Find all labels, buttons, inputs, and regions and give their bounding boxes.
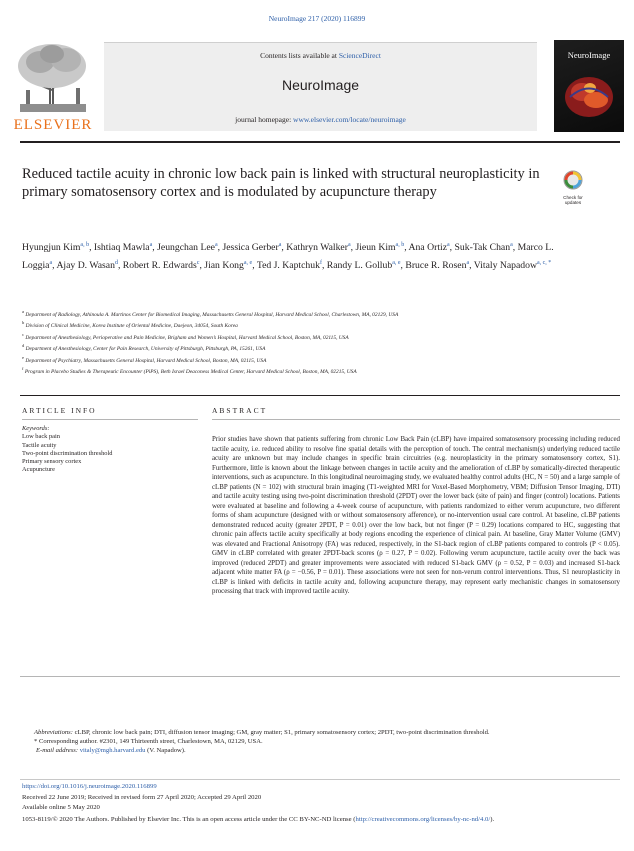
author-name: Ted J. Kaptchuk xyxy=(256,260,320,272)
author[interactable] xyxy=(257,260,327,271)
author-separator: , xyxy=(404,242,409,254)
author-separator: , xyxy=(52,260,57,272)
license-close: ). xyxy=(490,815,495,823)
author-affiliation-mark[interactable]: a, b xyxy=(80,242,90,248)
keywords-label: Keywords: xyxy=(22,425,50,432)
abstract-text: Prior studies have shown that patients suffering from chronic Low Back Pain (cLBP) have impaired somatosensory processing including reduced tactile acuity, i.e. reduced ability to resolve fine spatial details with the perception of touch. The central mechanism(s) underlying reduced tactile acuity are unknown but may include changes in specific brain circuitries (e.g. neuroplasticity in the primary somatosensory cortex, S1). Furthermore, little is known about the linkage between changes in tactile acuity and the amelioration of cLBP by somatically-directed therapeutic interventions, such as acupuncture. In this longitudinal neuroimaging study, we evaluated healthy control adults (HC, N = 50) and a large sample of cLBP patients (N = 102) with structural brain imaging (T1-weighted MRI for Voxel-Based Morphometry, VBM; Diffusion Tensor Imaging, DTI) and tactile acuity testing using two-point discrimination threshold (2PDT) over the lower back (site of pain) and finger (control) locations. Patients were evaluated at baseline and following a 4-week course of acupuncture, with patients randomized to either verum acupuncture, two different forms of sham acupuncture (designed with or without somatosensory afference), or no-intervention usual care control. At baseline, cLBP patients demonstrated reduced acuity (greater 2PDT, P = 0.01) over the low back, but not finger (P = 0.29) locations compared to HC, suggesting that chronic pain affects tactile acuity specifically at body regions encoding the experience of clinical pain. At baseline, Gray Matter Volume (GMV) was elevated and Fractional Anisotropy (FA) was reduced, respectively, in the S1-back region of cLBP patients compared to controls (P < 0.05). GMV in cLBP correlated with greater 2PDT-back scores (ρ = 0.27, P = 0.02). Following verum acupuncture, tactile acuity over the back was improved (reduced 2PDT) and greater improvements were associated with reduced S1-back GMV (ρ = 0.52, P = 0.03) and increased S1-back adjacent white matter FA (ρ = −0.56, P = 0.01). These associations were not seen for non-verum control interventions. Thus, S1 neuroplasticity in cLBP is linked with deficits in tactile acuity and, following acupuncture therapy, may represent early mechanistic changes in somatosensory processing that track with improved tactile acuity. xyxy=(212,436,620,595)
keyword-list xyxy=(22,433,198,474)
author[interactable] xyxy=(286,242,355,253)
publication-info xyxy=(22,782,620,824)
author-separator: , xyxy=(152,242,158,254)
affiliation-text: Department of Anesthesiology, Center for Pain Research, University of Pittsburgh, Pittsburgh, PA, 15261, USA xyxy=(25,345,266,352)
journal-reference[interactable]: NeuroImage 217 (2020) 116899 xyxy=(268,14,366,23)
keyword-item: Tactile acuity xyxy=(22,441,57,449)
license-text: 1053-8119/© 2020 The Authors. Published by Elsevier Inc. This is an open access article under the CC BY-NC-ND license ( xyxy=(22,815,356,823)
corresponding-text: Corresponding author. #2301, 149 Thirteenth street, Charlestown, MA, 02129, USA. xyxy=(38,737,263,745)
journal-name: NeuroImage xyxy=(281,77,360,93)
author-name: Bruce R. Rosen xyxy=(405,260,467,272)
contents-line xyxy=(104,51,537,60)
affiliation-list xyxy=(22,308,622,376)
author-affiliation-mark[interactable]: a xyxy=(278,242,282,248)
author-affiliation-mark[interactable]: a xyxy=(447,242,450,248)
author[interactable] xyxy=(327,260,406,271)
elsevier-tree-icon xyxy=(10,40,96,114)
brain-image-icon xyxy=(562,70,616,124)
author-name: Marco L. Loggia xyxy=(22,242,554,272)
abbreviations-footnote xyxy=(22,729,620,738)
author-name: Vitaly Napadow xyxy=(473,260,537,272)
article-info-heading: ARTICLE INFO xyxy=(22,406,97,415)
affiliation-item xyxy=(22,354,622,365)
affiliation-key: d xyxy=(22,343,25,349)
check-label-line2: updates xyxy=(564,200,582,205)
author-separator: , xyxy=(117,260,123,272)
article-info-divider xyxy=(20,395,620,396)
affiliation-key: e xyxy=(22,354,24,360)
author-affiliation-mark[interactable]: a xyxy=(466,259,470,266)
journal-cover[interactable] xyxy=(554,40,624,132)
author[interactable] xyxy=(355,242,408,253)
doi-link[interactable]: https://doi.org/10.1016/j.neuroimage.2020.116899 xyxy=(22,783,157,790)
author-separator: , xyxy=(321,260,327,272)
author-separator: , xyxy=(252,260,257,272)
author-affiliation-mark[interactable]: d xyxy=(114,259,118,266)
author-separator: , xyxy=(400,260,406,272)
affiliation-item xyxy=(22,308,622,319)
affiliation-text: Department of Radiology, Athinoula A. Martinos Center for Biomedical Imaging, Massachusetts General Hospital, Harvard Medical School, Charlestown, MA, 02129, USA xyxy=(25,311,399,318)
homepage-prefix: journal homepage: xyxy=(235,115,292,124)
author-separator: , xyxy=(217,242,223,254)
contents-prefix: Contents lists available at xyxy=(260,51,337,60)
affiliation-item xyxy=(22,365,622,376)
author[interactable] xyxy=(455,242,518,253)
affiliation-item xyxy=(22,319,622,330)
email-label: E-mail address: xyxy=(36,746,79,754)
author-affiliation-mark[interactable]: c xyxy=(196,259,200,266)
affiliation-text: Department of Anesthesiology, Perioperative and Pain Medicine, Brigham and Women’s Hospital, Harvard Medical School, Boston, MA, 02115, USA xyxy=(25,334,349,341)
author-name: Suk-Tak Chan xyxy=(454,242,511,254)
email-name: (V. Napadow). xyxy=(147,746,186,754)
author-name: Kathryn Walker xyxy=(286,242,348,254)
author[interactable] xyxy=(474,260,552,271)
author-name: Jieun Kim xyxy=(355,242,396,254)
author[interactable] xyxy=(94,242,157,253)
author-name: Ishtiaq Mawla xyxy=(93,242,150,254)
author[interactable] xyxy=(409,242,455,253)
license-link[interactable]: http://creativecommons.org/licenses/by-nc-nd/4.0/ xyxy=(355,815,491,823)
article-title: Reduced tactile acuity in chronic low back pain is linked with structural neuroplasticity in primary somatosensory cortex and is modulated by acupuncture therapy xyxy=(22,166,540,200)
author[interactable] xyxy=(222,242,286,253)
affiliation-key: b xyxy=(22,320,25,326)
author-separator: , xyxy=(512,242,518,254)
author[interactable] xyxy=(56,260,122,271)
author-affiliation-mark[interactable]: a, e xyxy=(392,259,401,266)
author[interactable] xyxy=(123,260,205,271)
abbreviations-text: cLBP, chronic low back pain; DTI, diffusion tensor imaging; GM, gray matter; S1, primary somatosensory cortex; 2PDT, two-point discrimination threshold. xyxy=(74,729,490,736)
author[interactable] xyxy=(204,260,257,271)
affiliation-key: c xyxy=(22,331,24,337)
author-affiliation-mark[interactable]: a, c, * xyxy=(536,259,552,266)
journal-homepage-link[interactable]: www.elsevier.com/locate/neuroimage xyxy=(293,115,406,124)
affiliation-item xyxy=(22,342,622,353)
article-info-rule xyxy=(22,419,198,420)
author-separator: , xyxy=(89,242,94,254)
abstract-rule xyxy=(212,419,620,420)
keyword-item: Primary sensory cortex xyxy=(22,458,82,466)
affiliation-key: a xyxy=(22,309,24,314)
author-affiliation-mark[interactable]: a, e xyxy=(243,259,253,266)
author-affiliation-mark[interactable]: a xyxy=(49,259,53,266)
elsevier-wordmark: ELSEVIER xyxy=(13,117,93,133)
author-name: Ajay D. Wasan xyxy=(56,260,115,272)
author-name: Robert R. Edwards xyxy=(122,260,197,272)
journal-masthead xyxy=(104,42,537,131)
keyword-item: Low back pain xyxy=(22,433,60,441)
email-footnote xyxy=(22,747,620,756)
check-updates-icon xyxy=(562,170,584,190)
affiliation-text: Division of Clinical Medicine, Korea Institute of Oriental Medicine, Daejeon, 34054, South Korea xyxy=(25,323,238,330)
author-affiliation-mark[interactable]: a xyxy=(214,242,218,248)
elsevier-logo[interactable] xyxy=(8,40,98,136)
author[interactable] xyxy=(157,242,222,253)
sciencedirect-link[interactable]: ScienceDirect xyxy=(338,51,381,60)
corresponding-footnote xyxy=(22,738,620,747)
footnotes xyxy=(22,729,620,756)
affiliation-item xyxy=(22,331,622,342)
author-name: Jeungchan Lee xyxy=(157,242,215,254)
author-affiliation-mark[interactable]: a xyxy=(510,242,513,248)
author[interactable] xyxy=(22,242,94,253)
abstract-bottom-divider xyxy=(20,676,620,677)
check-label-line1: Check for xyxy=(563,195,583,200)
author-affiliation-mark[interactable]: a xyxy=(347,242,351,248)
author-name: Jessica Gerber xyxy=(222,242,279,254)
author-affiliation-mark[interactable]: a, b xyxy=(395,242,405,248)
received-dates: Received 22 June 2019; Received in revised form 27 April 2020; Accepted 29 April 2020 xyxy=(22,793,262,801)
homepage-line xyxy=(104,115,537,124)
author-list xyxy=(22,238,582,274)
keyword-item: Two-point discrimination threshold xyxy=(22,449,113,457)
author-affiliation-mark[interactable]: f xyxy=(319,259,322,266)
keywords-section xyxy=(22,425,198,475)
author-name: Randy L. Gollub xyxy=(326,260,393,272)
check-for-updates-label xyxy=(558,195,588,205)
footnote-divider xyxy=(20,779,620,780)
author-separator: , xyxy=(449,242,455,254)
license-line xyxy=(22,816,620,825)
author-separator: , xyxy=(281,242,287,254)
abbreviations-label: Abbreviations: xyxy=(34,729,73,736)
author-name: Jian Kong xyxy=(204,260,244,272)
author-separator: , xyxy=(350,242,356,254)
affiliation-text: Department of Psychiatry, Massachusetts General Hospital, Harvard Medical School, Boston, MA, 02115, USA xyxy=(25,357,267,364)
check-for-updates-badge[interactable] xyxy=(558,170,588,205)
author-affiliation-mark[interactable]: a xyxy=(149,242,153,248)
keyword-item: Acupuncture xyxy=(22,466,56,474)
author-name: Hyungjun Kim xyxy=(22,242,81,254)
author-separator: , xyxy=(199,260,205,272)
abstract-heading: ABSTRACT xyxy=(212,406,268,415)
affiliation-text: Program in Placebo Studies & Therapeutic Encounter (PiPS), Beth Israel Deaconess Medical Center, Harvard Medical School, Boston, MA, 02215, USA xyxy=(24,368,357,375)
email-link[interactable]: vitaly@mgh.harvard.edu xyxy=(79,746,146,754)
available-online-date: Available online 5 May 2020 xyxy=(22,804,100,812)
author-separator: , xyxy=(469,260,474,272)
affiliation-key: f xyxy=(22,365,24,371)
corresponding-mark: * xyxy=(34,737,38,745)
author[interactable] xyxy=(405,260,473,271)
cover-title: NeuroImage xyxy=(567,50,611,60)
header-divider xyxy=(20,141,620,143)
author-name: Ana Ortiz xyxy=(408,242,447,254)
